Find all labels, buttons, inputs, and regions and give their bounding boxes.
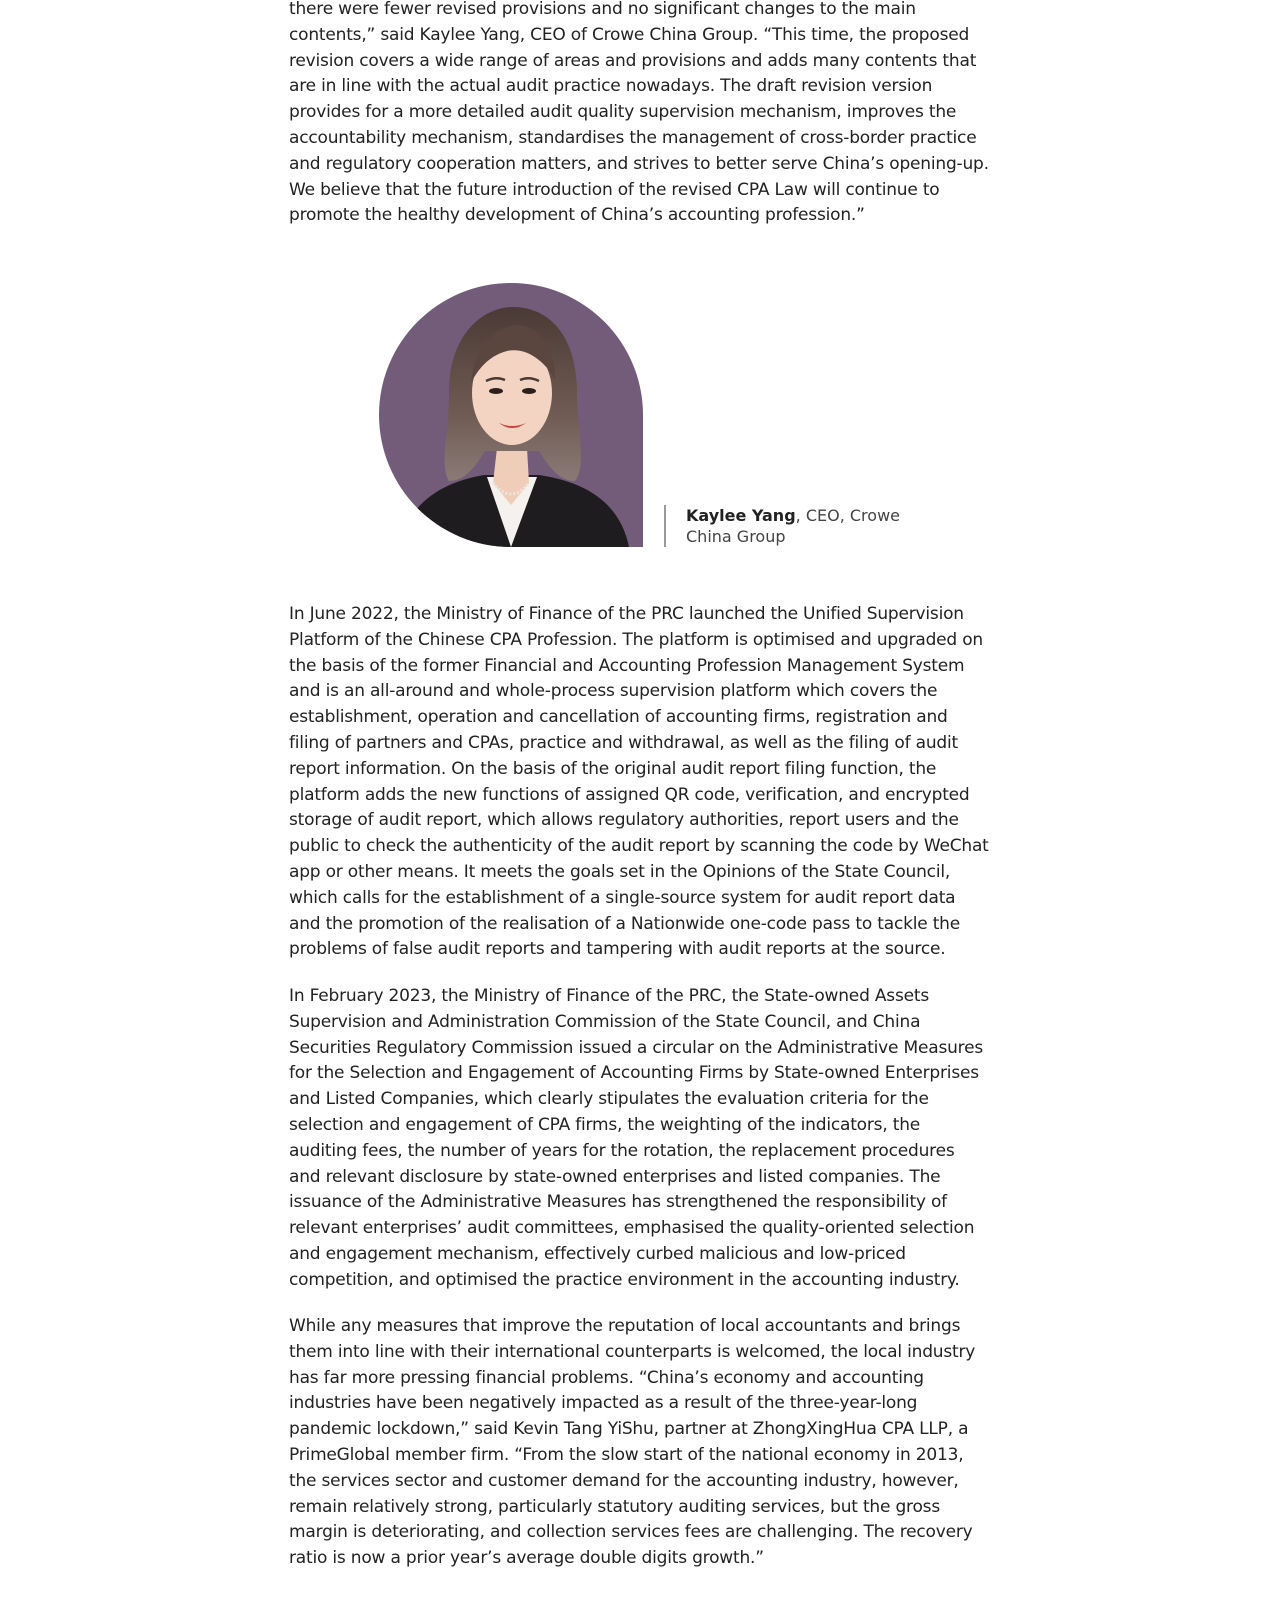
paragraph-administrative-measures: In February 2023, the Ministry of Finance of the PRC, the State-owned Assets Supervision and Administration Commission of the State Council, and China Securities Regulatory Commission issued a circular on the Administrative Measures for the Selection and Engagement of Accounting Firms by State-owned Enterprises and Listed Companies, which clearly stipulates the evaluation criteria for the selection and engagement of CPA firms, the weighting of the indicators, the auditing fees, the number of years for the rotation, the replacement procedures and relevant disclosure by state-owned enterprises and listed companies. The issuance of the Administrative Measures has strengthened the responsibility of relevant enterprises’ audit committees, emphasised the quality-oriented selection and engagement mechanism, effectively curbed malicious and low-priced competition, and optimised the practice environment in the accounting industry. [289, 986, 984, 1290]
portrait-caption [664, 505, 916, 547]
caption-person-title: , CEO, Crowe China Group [686, 506, 900, 546]
left-eye-shape [489, 388, 503, 394]
portrait-photo [379, 283, 643, 547]
paragraph-financial-problems: While any measures that improve the reputation of local accountants and brings them into line with their international counterparts is welcomed, the local industry has far more pressing financial problems. “China’s economy and accounting industries have been negatively impacted as a result of the three-year-long pandemic lockdown,” said Kevin Tang YiShu, partner at ZhongXingHua CPA LLP, a PrimeGlobal member firm. “From the slow start of the national economy in 2013, the services sector and customer demand for the accounting industry, however, remain relatively strong, particularly statutory auditing services, but the gross margin is deteriorating, and collection services fees are challenging. The recovery ratio is now a prior year’s average double digits growth.” [289, 1316, 976, 1569]
paragraph-unified-supervision-platform: In June 2022, the Ministry of Finance of the PRC launched the Unified Supervision Platform of the Chinese CPA Profession. The platform is optimised and upgraded on the basis of the former Financial and Accounting Profession Management System and is an all-around and whole-process supervision platform which covers the establishment, operation and cancellation of accounting firms, registration and filing of partners and CPAs, practice and withdrawal, as well as the filing of audit report information. On the basis of the original audit report filing function, the platform adds the new functions of assigned QR code, verification, and encrypted storage of audit report, which allows regulatory authorities, report users and the public to check the authenticity of the audit report by scanning the code by WeChat app or other means. It meets the goals set in the Opinions of the State Council, which calls for the establishment of a single-source system for audit report data and the promotion of the realisation of a Nationwide one-code pass to tackle the problems of false audit reports and tampering with audit reports at the source. [289, 604, 989, 960]
right-eye-shape [522, 388, 536, 394]
caption-person-name: Kaylee Yang [686, 506, 796, 525]
portrait-figure [379, 283, 899, 548]
paragraph-quote-kaylee-yang: there were fewer revised provisions and no significant changes to the main contents,” said Kaylee Yang, CEO of Crowe China Group. “This time, the proposed revision covers a wide range of areas and provisions and adds many contents that are in line with the actual audit practice nowadays. The draft revision version provides for a more detailed audit quality supervision mechanism, improves the accountability mechanism, standardises the management of cross-border practice and regulatory cooperation matters, and strives to better serve China’s opening-up. We believe that the future introduction of the revised CPA Law will continue to promote the healthy development of China’s accounting profession.” [289, 0, 989, 226]
